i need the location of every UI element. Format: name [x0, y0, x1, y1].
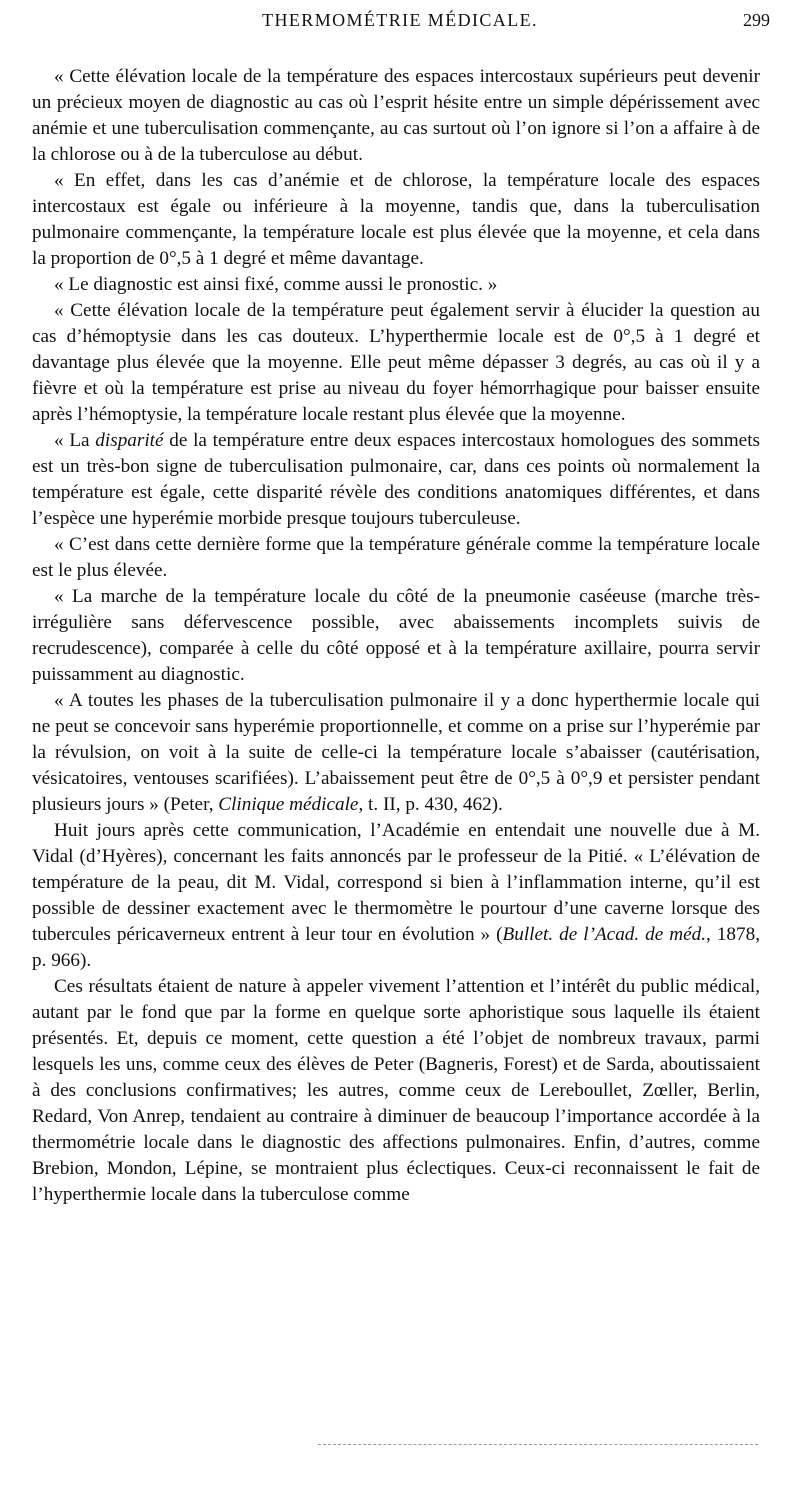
text-run: « La [54, 430, 96, 451]
italic-text: Clinique médicale [218, 794, 359, 815]
paragraph [32, 974, 760, 1208]
paragraph [32, 688, 760, 818]
text-run: « Cette élévation locale de la température des espaces intercostaux supérieurs peut devenir un précieux moyen de diagnostic au cas où l’esprit hésite entre un simple dépérissement avec anémie et une tuberculisation commençante, au cas surtout où l’on ignore si l’on a affaire à de la chlorose ou à de la tuberculose au début. [32, 66, 760, 165]
body-text [32, 64, 760, 1208]
italic-text: Bullet. de l’Acad. de méd. [502, 924, 707, 945]
paragraph [32, 298, 760, 428]
text-run: , t. II, p. 430, 462). [358, 794, 503, 815]
text-run: « La marche de la température locale du côté de la pneumonie caséeuse (marche très-irrégulière sans défervescence possible, avec abaissements incomplets suivis de recrudescence), comparée à celle du côté opposé et à la température axillaire, pourra servir puissamment au diagnostic. [32, 586, 760, 685]
text-run: « A toutes les phases de la tuberculisation pulmonaire il y a donc hyperthermie locale qui ne peut se concevoir sans hyperémie proportionnelle, et comme on a prise sur l’hyperémie par la révulsion, on voit à la suite de celle-ci la température locale s’abaisser (cautérisation, vésicatoires, ventouses scarifiées). L’abaissement peut être de 0°,5 à 0°,9 et persister pendant plusieurs jours » (Peter, [32, 690, 760, 815]
paragraph [32, 168, 760, 272]
text-run: Huit jours après cette communication, l’Académie en entendait une nouvelle due à M. Vidal (d’Hyères), concernant les faits annoncés par le professeur de la Pitié. « L’élévation de température de la peau, dit M. Vidal, correspond si bien à l’inflammation interne, qu’il est possible de dessiner exactement avec le thermomètre le pourtour d’une caverne lorsque des tubercules péricaverneux entrent à leur tour en évolution » ( [32, 820, 760, 945]
running-title: THERMOMÉTRIE MÉDICALE. [262, 10, 538, 30]
paragraph [32, 64, 760, 168]
footer-rule [318, 1444, 758, 1445]
text-run: , 1878, p. 966). [32, 924, 761, 971]
text-run: « C’est dans cette dernière forme que la température générale comme la température locale est le plus élevée. [32, 534, 760, 581]
running-header [30, 6, 770, 36]
paragraph [32, 272, 760, 298]
text-run: « Le diagnostic est ainsi fixé, comme aussi le pronostic. » [54, 274, 498, 295]
paragraph [32, 584, 760, 688]
text-run: « Cette élévation locale de la température peut également servir à élucider la question au cas d’hémoptysie dans les cas douteux. L’hyperthermie locale est de 0°,5 à 1 degré et davantage plus élevée que la moyenne. Elle peut même dépasser 3 degrés, au cas où il y a fièvre et où la température est prise au niveau du foyer hémorrhagique pour baisser ensuite après l’hémoptysie, la température locale restant plus élevée que la moyenne. [32, 300, 760, 425]
paragraph [32, 428, 760, 532]
paragraph [32, 818, 760, 974]
paragraph [32, 532, 760, 584]
text-run: de la température entre deux espaces intercostaux homologues des sommets est un très-bon signe de tuberculisation pulmonaire, car, dans ces points où normalement la température est égale, cette disparité révèle des conditions anatomiques différentes, et dans l’espèce une hyperémie morbide presque toujours tuberculeuse. [32, 430, 760, 529]
page-number: 299 [743, 10, 770, 30]
italic-text: disparité [95, 430, 164, 451]
text-run: « En effet, dans les cas d’anémie et de chlorose, la température locale des espaces intercostaux est égale ou inférieure à la moyenne, tandis que, dans la tuberculisation pulmonaire commençante, la température locale est plus élevée que la moyenne, et cela dans la proportion de 0°,5 à 1 degré et même davantage. [32, 170, 760, 269]
text-run: Ces résultats étaient de nature à appeler vivement l’attention et l’intérêt du public médical, autant par le fond que par la forme en quelque sorte aphoristique sous laquelle ils étaient présentés. Et, depuis ce moment, cette question a été l’objet de nombreux travaux, parmi lesquels les uns, comme ceux des élèves de Peter (Bagneris, Forest) et de Sarda, aboutissaient à des conclusions confirmatives; les autres, comme ceux de Lereboullet, Zœller, Berlin, Redard, Von Anrep, tendaient au contraire à diminuer de beaucoup l’importance accordée à la thermométrie locale dans le diagnostic des affections pulmonaires. Enfin, d’autres, comme Brebion, Mondon, Lépine, se montraient plus éclectiques. Ceux-ci reconnaissent le fait de l’hyperthermie locale dans la tuberculose comme [32, 976, 760, 1205]
